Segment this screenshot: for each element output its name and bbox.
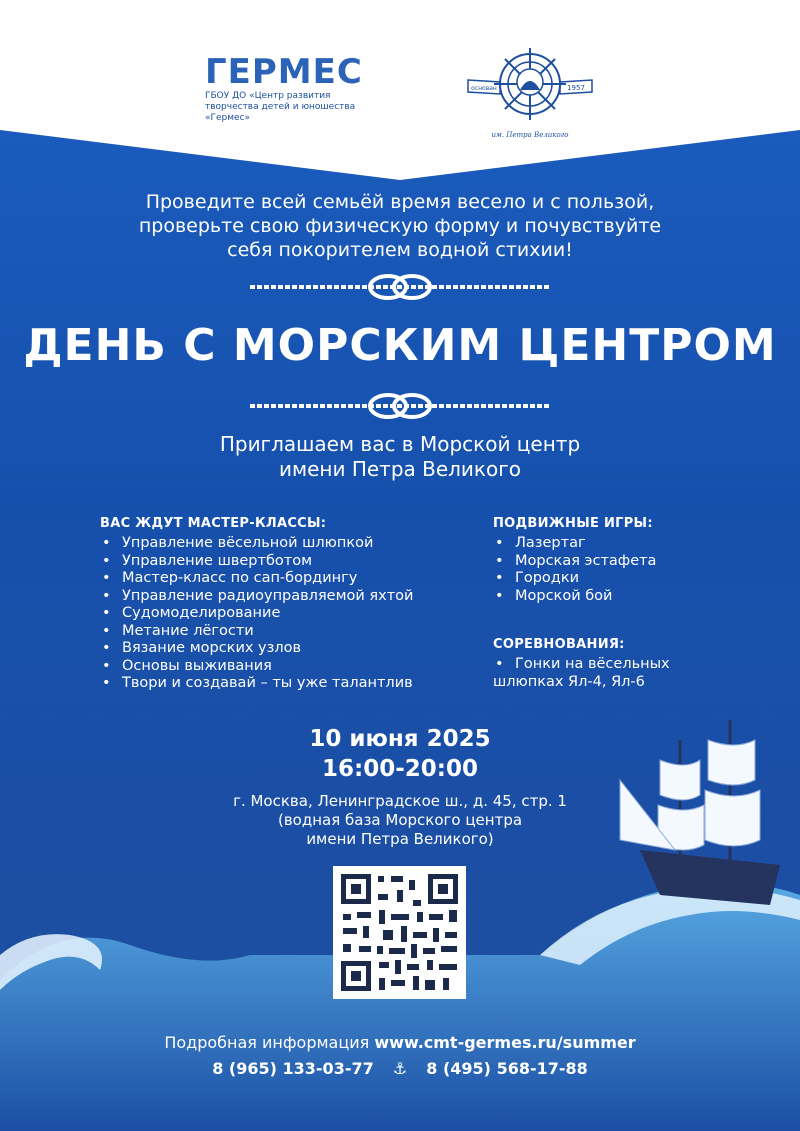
list-item: • Городки — [493, 570, 693, 588]
phone-2[interactable]: 8 (495) 568-17-88 — [426, 1059, 588, 1078]
footer-contacts — [0, 1030, 800, 1082]
master-classes-list — [100, 535, 460, 693]
event-date: 10 июня 2025 — [309, 726, 491, 752]
address-line: имени Петра Великого) — [306, 830, 494, 848]
list-item: • Мастер-класс по сап-бордингу — [100, 570, 460, 588]
emblem-signature: им. Петра Великого — [491, 131, 569, 139]
germes-subtitle: ГБОУ ДО «Центр развития творчества детей и юношества «Гермес» — [205, 91, 356, 123]
list-item: • Управление радиоуправляемой яхтой — [100, 588, 460, 606]
phone-1[interactable]: 8 (965) 133-03-77 — [212, 1059, 374, 1078]
games-heading: ПОДВИЖНЫЕ ИГРЫ: — [493, 516, 653, 531]
invite-line: имени Петра Великого — [279, 457, 521, 481]
list-item: • Управление швертботом — [100, 553, 460, 571]
master-classes-section — [100, 516, 460, 693]
list-item: • Судомоделирование — [100, 605, 460, 623]
anchor-icon: ⚓ — [392, 1059, 408, 1078]
emblem-year: 1957 — [567, 84, 585, 92]
event-address — [0, 792, 800, 849]
germes-brand: ГЕРМЕС — [205, 52, 363, 92]
info-line — [0, 1030, 800, 1056]
list-item: • Морской бой — [493, 588, 693, 606]
info-label: Подробная информация — [164, 1033, 370, 1052]
invite-text — [0, 432, 800, 482]
info-url-link[interactable]: www.cmt-germes.ru/summer — [374, 1033, 636, 1052]
competitions-heading: СОРЕВНОВАНИЯ: — [493, 637, 625, 652]
header-background — [0, 0, 800, 180]
list-item: • Гонки на вёсельных — [493, 656, 693, 674]
competitions-list — [493, 656, 693, 674]
competitions-section — [493, 637, 693, 691]
event-time: 16:00-20:00 — [322, 756, 478, 782]
games-section — [493, 516, 693, 605]
list-item: • Морская эстафета — [493, 553, 693, 571]
qr-code-icon[interactable] — [333, 866, 466, 999]
intro-line: Проведите всей семьёй время весело и с пользой, — [145, 191, 655, 213]
list-item: • Основы выживания — [100, 658, 460, 676]
list-item: • Твори и создавай – ты уже талантлив — [100, 675, 460, 693]
germes-logo — [205, 52, 365, 124]
marine-center-emblem — [460, 42, 600, 142]
list-item: • Метание лёгости — [100, 623, 460, 641]
intro-line: себя покорителем водной стихии! — [227, 239, 573, 261]
address-line: (водная база Морского центра — [277, 811, 523, 829]
competitions-line: шлюпках Ял-4, Ял-6 — [493, 673, 645, 690]
intro-text — [0, 190, 800, 262]
emblem-founded: основан — [471, 85, 497, 92]
list-item: • Управление вёсельной шлюпкой — [100, 535, 460, 553]
event-datetime — [0, 724, 800, 784]
invite-line: Приглашаем вас в Морской центр — [219, 432, 581, 456]
address-line: г. Москва, Ленинградское ш., д. 45, стр. 1 — [233, 792, 567, 810]
event-title: ДЕНЬ С МОРСКИМ ЦЕНТРОМ — [23, 320, 777, 371]
master-classes-heading: ВАС ЖДУТ МАСТЕР-КЛАССЫ: — [100, 516, 327, 531]
intro-line: проверьте свою физическую форму и почувствуйте — [138, 215, 662, 237]
games-list — [493, 535, 693, 605]
list-item: • Вязание морских узлов — [100, 640, 460, 658]
list-item: • Лазертаг — [493, 535, 693, 553]
rope-knot-divider-top — [250, 272, 550, 302]
rope-knot-divider-bottom — [250, 391, 550, 421]
phones-line — [0, 1056, 800, 1082]
